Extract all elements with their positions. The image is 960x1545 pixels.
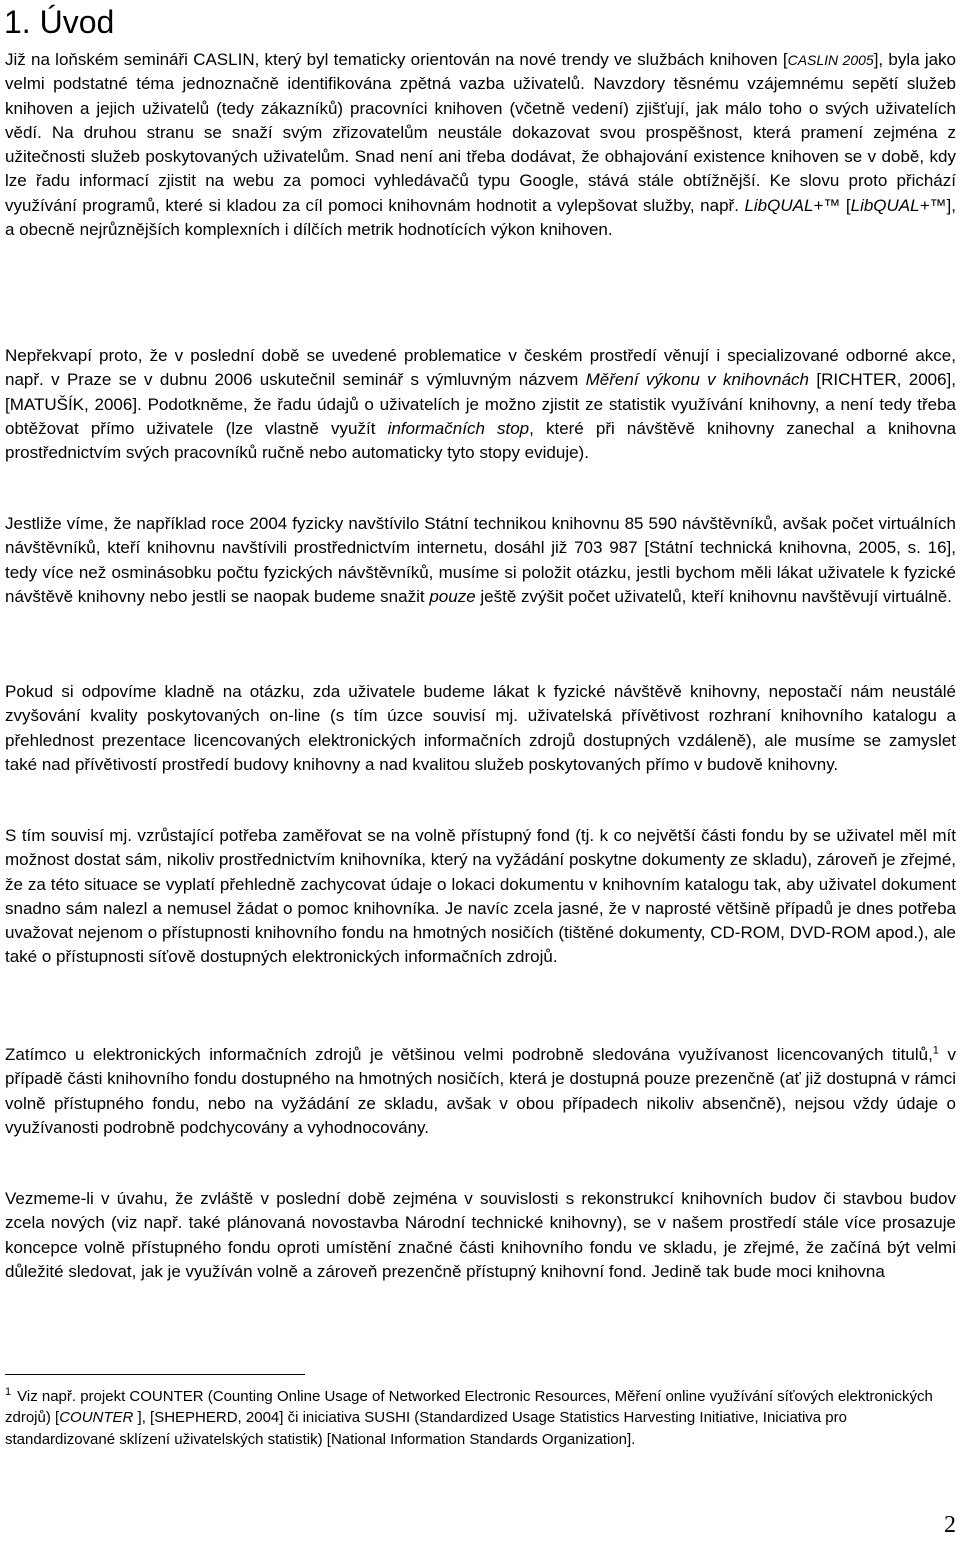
text: Již na loňském semináři CASLIN, který byl tematicky orientován na nové trendy ve službách knihoven [ [5,50,788,69]
text: ], byla jako velmi podstatné téma jednoznačně identifikována zpětná vazba uživatelů. Navzdory těsnému vzájemnému sepětí služeb knihoven a jejich uživatelů (tedy zákazníků) pracovníci knihoven (včetně vedení) zjišťují, jak málo toho o svých uživatelích vědí. Na druhou stranu se snaží svým zřizovatelům neustále dokazovat svou prospěšnost, která pramení zejména z užitečnosti služeb poskytovaných uživatelům. Snad není ani třeba dodávat, že obhajování existence knihoven se v době, kdy lze řadu informací zjistit na webu za pomoci vyhledávačů typu Google, stává stále obtížnější. Ke slovu proto přichází využívání programů, které si kladou za cíl pomoci knihovnám hodnotit a vylepšovat služby, např. [5,50,957,215]
text: ], a obecně nejrůznějších komplexních i dílčích metrik hodnotících výkon knihoven. [5,195,956,240]
footnote-separator [5,1374,305,1375]
text: Zatímco u elektronických informačních zdrojů je většinou velmi podrobně sledována využívanost licencovaných titulů, [5,1045,933,1064]
text: Jestliže víme, že například roce 2004 fyzicky navštívilo Státní technikou knihovnu 85 590 návštěvníků, avšak počet virtuálních návštěvníků, kteří knihovnu navštívili prostřednictvím internetu, dosáhl již 703 987 [Státní technická knihovna, 2005, s. 16], tedy více než osminásobku počtu fyzických návštěvníků, musíme si položit otázku, jestli bychom měli lákat uživatele k fyzické návštěvě knihovny nebo jestli se naopak budeme snažit [5,514,956,606]
text: ], [SHEPHERD, 2004] či iniciativa SUSHI (Standardized Usage Statistics Harvesting Initiative, Iniciativa pro standardizované sklízení uživatelských statistik) [National Information Standards Organization]. [5,1409,847,1448]
emphasis-pouze: pouze [429,586,476,606]
text: [ [840,195,851,215]
footnote-reference[interactable]: 1 [932,1044,939,1057]
paragraph-5: S tím souvisí mj. vzrůstající potřeba zaměřovat se na volně přístupný fond (tj. k co největší části fondu by se uživatel měl mít možnost dostat sám, nikoliv prostřednictvím knihovníka, který na vyžádání poskytne dokumenty ze skladu), zároveň je zřejmé, že za této situace se vyplatí přehledně zachycovat údaje o lokaci dokumentu v knihovním katalogu tak, aby uživatel dokument snadno sám nalezl a nemusel žádat o pomoc knihovníka. Je navíc zcela jasné, že v naprosté většině případů je dnes potřeba uvažovat nejenom o přístupnosti knihovního fondu na hmotných nosičích (tištěné dokumenty, CD-ROM, DVD-ROM apod.), ale také o přístupnosti síťově dostupných elektronických informačních zdrojů. [5,826,956,967]
text: ještě zvýšit počet uživatelů, kteří knihovnu navštěvují virtuálně. [475,586,952,606]
libqual-term: LibQUAL+™ [744,195,841,215]
libqual-citation: LibQUAL+™ [850,195,947,215]
citation-caslin: CASLIN 2005 [787,52,874,68]
paragraph-2 [5,344,956,465]
text: Viz např. projekt COUNTER (Counting Online Usage of Networked Electronic Resources, Měření online využívání síťových elektronických zdrojů) [ [5,1388,933,1427]
informacni-stopy-term: informačních stop [387,418,530,438]
section-heading: 1. Úvod [4,4,115,40]
footnote-number: 1 [5,1386,12,1398]
text: [RICHTER, 2006], [MATUŠÍK, 2006]. Podotkněme, že řadu údajů o uživatelích je možno zjistit ze statistik využívání knihovny, a není tedy třeba obtěžovat přímo uživatele (lze vlastně využít [5,370,957,438]
paragraph-3 [5,512,956,609]
citation-counter: COUNTER [59,1409,134,1427]
text: Nepřekvapí proto, že v poslední době se uvedené problematice v českém prostředí věnují i specializované odborné akce, např. v Praze se v dubnu 2006 uskutečnil seminář s výmluvným názvem [5,346,956,390]
seminar-title: Měření výkonu v knihovnách [585,370,810,390]
text: , které při návštěvě knihovny zanechal a knihovna prostřednictvím svých pracovníků ručně nebo automaticky tyto stopy eviduje). [5,418,956,463]
paragraph-4: Pokud si odpovíme kladně na otázku, zda uživatele budeme lákat k fyzické návštěvě knihovny, nepostačí nám neustálé zvyšování kvality poskytovaných on-line (s tím úzce souvisí mj. uživatelská přívětivost rozhraní knihovního katalogu a přehlednost prezentace licencovaných elektronických informačních zdrojů dostupných vzdáleně), ale musíme se zamyslet také nad přívětivostí prostředí budovy knihovny a nad kvalitou služeb poskytovaných přímo v budově knihovny. [5,682,956,774]
text: v případě části knihovního fondu dostupného na hmotných nosičích, která je dostupná pouze prezenčně (ať již dostupná v rámci volně přístupného fondu, nebo na vyžádání ze skladu, avšak v obou případech nikoliv absenčně), nejsou vždy údaje o využívanosti podrobně podchycovány a vyhodnocovány. [5,1045,956,1137]
paragraph-6 [5,1043,956,1140]
footnote [5,1386,945,1450]
page-number: 2 [944,1512,956,1538]
paragraph-1 [5,48,956,242]
paragraph-7: Vezmeme-li v úvahu, že zvláště v poslední době zejména v souvislosti s rekonstrukcí knihovních budov či stavbou budov zcela nových (viz např. také plánovaná novostavba Národní technické knihovny), se v našem prostředí stále více prosazuje koncepce volně přístupného fondu oproti umístění značné části knihovního fondu ve skladu, je zřejmé, že začíná být velmi důležité sledovat, jak je využíván volně a zároveň prezenčně přístupný knihovní fond. Jedině tak bude moci knihovna [5,1189,956,1281]
